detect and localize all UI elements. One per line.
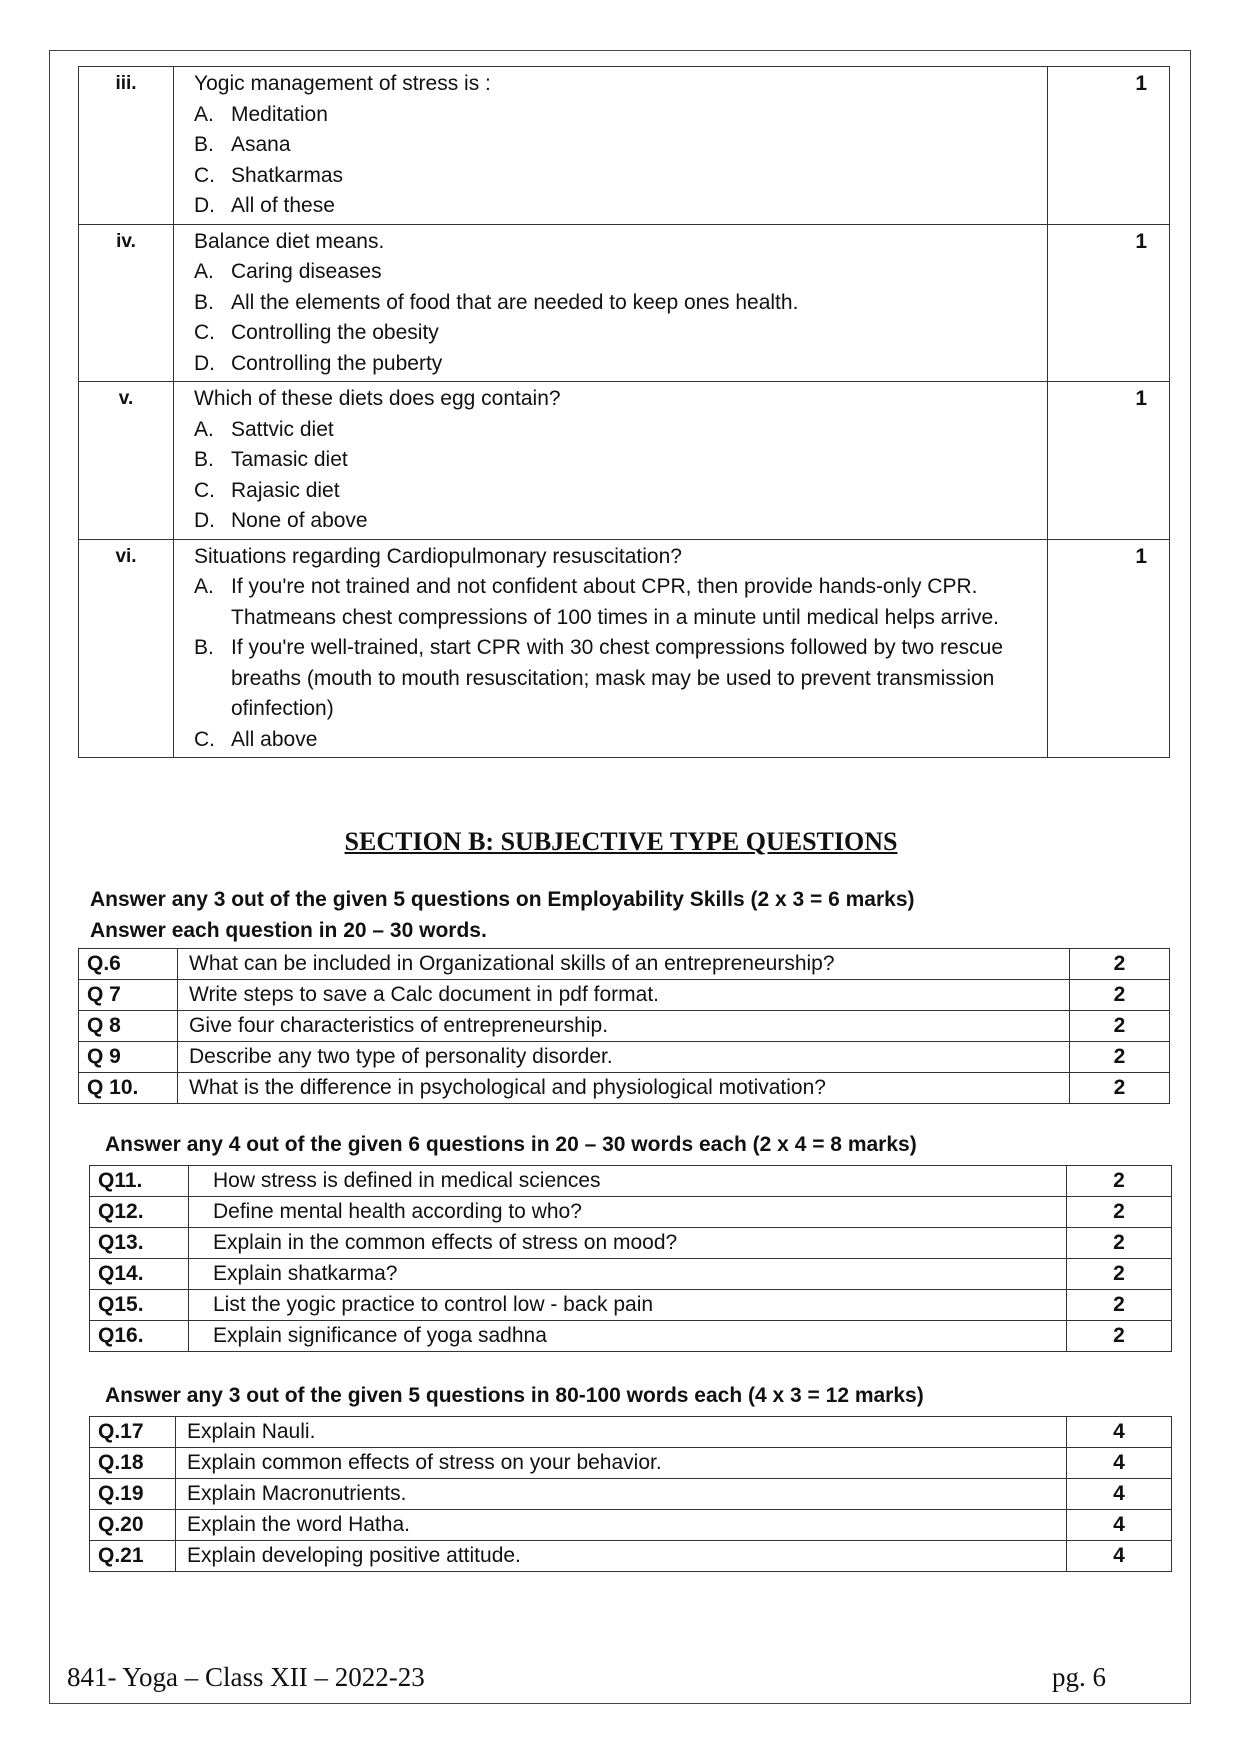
instruction-long-answer: Answer any 3 out of the given 5 questions in 80-100 words each (4 x 3 = 12 marks) xyxy=(105,1384,924,1407)
question-number: Q13. xyxy=(90,1228,189,1259)
option-letter: C. xyxy=(194,478,215,502)
question-text: Explain Macronutrients. xyxy=(176,1479,1067,1510)
question-marks: 2 xyxy=(1067,1197,1172,1228)
answer-option xyxy=(194,633,1047,725)
answer-option xyxy=(194,288,1047,319)
option-letter: A. xyxy=(194,260,214,283)
question-number: Q11. xyxy=(90,1166,189,1197)
question-marks: 4 xyxy=(1067,1510,1172,1541)
question-marks: 4 xyxy=(1067,1448,1172,1479)
option-letter: B. xyxy=(194,290,214,314)
question-marks: 2 xyxy=(1070,1042,1170,1073)
question-marks: 2 xyxy=(1070,1011,1170,1042)
option-letter: B. xyxy=(194,133,214,156)
answer-option xyxy=(194,257,1047,288)
question-text: What can be included in Organizational skills of an entrepreneurship? xyxy=(178,949,1070,980)
mcq-table xyxy=(78,66,1170,758)
question-text: Describe any two type of personality disorder. xyxy=(178,1042,1070,1073)
answer-option xyxy=(194,445,1047,476)
question-text: Explain in the common effects of stress on mood? xyxy=(189,1228,1067,1259)
question-row xyxy=(90,1479,1172,1510)
option-letter: D. xyxy=(194,194,215,217)
mcq-row xyxy=(79,224,1170,382)
question-marks: 2 xyxy=(1067,1259,1172,1290)
question-text: Give four characteristics of entrepreneurship. xyxy=(178,1011,1070,1042)
answer-option xyxy=(194,318,1047,349)
question-row xyxy=(90,1197,1172,1228)
instruction-short-answer: Answer any 4 out of the given 6 questions in 20 – 30 words each (2 x 4 = 8 marks) xyxy=(105,1133,917,1156)
question-number: Q.17 xyxy=(90,1417,176,1448)
option-letter: A. xyxy=(194,102,214,126)
option-letter: C. xyxy=(194,321,215,344)
mcq-row xyxy=(79,382,1170,540)
question-number: vi. xyxy=(79,539,174,758)
instruction-word-limit: Answer each question in 20 – 30 words. xyxy=(90,919,487,942)
instruction-employability: Answer any 3 out of the given 5 questions on Employability Skills (2 x 3 = 6 marks) xyxy=(90,888,915,911)
question-text: Which of these diets does egg contain? xyxy=(194,387,561,410)
option-letter: D. xyxy=(194,351,215,375)
question-text: List the yogic practice to control low - back pain xyxy=(189,1290,1067,1321)
question-text: Write steps to save a Calc document in pdf format. xyxy=(178,980,1070,1011)
answer-option xyxy=(194,725,1047,756)
option-text: All above xyxy=(231,727,318,751)
option-text: Rajasic diet xyxy=(231,478,340,502)
question-row xyxy=(90,1259,1172,1290)
question-number: Q15. xyxy=(90,1290,189,1321)
question-marks: 1 xyxy=(1048,539,1170,758)
question-marks: 2 xyxy=(1070,949,1170,980)
question-marks: 1 xyxy=(1048,224,1170,382)
answer-option xyxy=(194,506,1047,537)
question-marks: 1 xyxy=(1048,382,1170,540)
option-text: Tamasic diet xyxy=(231,448,348,471)
question-marks: 2 xyxy=(1067,1321,1172,1352)
option-letter: B. xyxy=(194,636,214,659)
question-number: Q.18 xyxy=(90,1448,176,1479)
question-number: v. xyxy=(79,382,174,540)
question-marks: 2 xyxy=(1067,1166,1172,1197)
option-letter: D. xyxy=(194,509,215,532)
question-text: Explain common effects of stress on your behavior. xyxy=(176,1448,1067,1479)
question-text: Explain developing positive attitude. xyxy=(176,1541,1067,1572)
option-text: Shatkarmas xyxy=(231,163,344,187)
question-row xyxy=(90,1541,1172,1572)
question-cell xyxy=(174,382,1048,540)
question-cell xyxy=(174,67,1048,225)
footer-course-label: 841- Yoga – Class XII – 2022-23 xyxy=(67,1662,425,1692)
option-text: Meditation xyxy=(231,102,328,126)
answer-option xyxy=(194,191,1047,222)
option-text: All of these xyxy=(231,194,335,217)
option-letter: B. xyxy=(194,448,214,471)
question-text: Explain shatkarma? xyxy=(189,1259,1067,1290)
question-number: Q14. xyxy=(90,1259,189,1290)
question-row xyxy=(90,1166,1172,1197)
mcq-row xyxy=(79,539,1170,758)
question-row xyxy=(79,1073,1170,1104)
question-text: Explain the word Hatha. xyxy=(176,1510,1067,1541)
question-number: iv. xyxy=(79,224,174,382)
option-text: Asana xyxy=(231,133,291,156)
question-row xyxy=(90,1321,1172,1352)
question-number: Q.21 xyxy=(90,1541,176,1572)
question-cell xyxy=(174,224,1048,382)
answer-option xyxy=(194,100,1047,131)
question-number: Q 10. xyxy=(79,1073,178,1104)
question-marks: 4 xyxy=(1067,1479,1172,1510)
answer-option xyxy=(194,476,1047,507)
question-row xyxy=(79,949,1170,980)
question-row xyxy=(79,980,1170,1011)
question-marks: 2 xyxy=(1067,1228,1172,1259)
answer-option xyxy=(194,349,1047,380)
question-marks: 1 xyxy=(1048,67,1170,225)
answer-option xyxy=(194,130,1047,161)
short-answer-questions-table xyxy=(89,1165,1172,1352)
question-cell xyxy=(174,539,1048,758)
question-number: Q12. xyxy=(90,1197,189,1228)
question-number: Q 9 xyxy=(79,1042,178,1073)
question-text: Situations regarding Cardiopulmonary resuscitation? xyxy=(194,544,682,568)
answer-option xyxy=(194,415,1047,446)
question-text: What is the difference in psychological and physiological motivation? xyxy=(178,1073,1070,1104)
option-letter: A. xyxy=(194,575,214,598)
option-text: If you're well-trained, start CPR with 30 chest compressions followed by two rescue breaths (mouth to mouth resuscitation; mask may be used to prevent transmission ofinfection) xyxy=(231,636,1003,720)
question-text: Define mental health according to who? xyxy=(189,1197,1067,1228)
question-row xyxy=(90,1228,1172,1259)
question-marks: 4 xyxy=(1067,1541,1172,1572)
question-number: Q 7 xyxy=(79,980,178,1011)
question-number: Q.20 xyxy=(90,1510,176,1541)
question-marks: 2 xyxy=(1067,1290,1172,1321)
question-text: How stress is defined in medical sciences xyxy=(189,1166,1067,1197)
mcq-row xyxy=(79,67,1170,225)
option-letter: C. xyxy=(194,163,215,187)
question-number: iii. xyxy=(79,67,174,225)
answer-option xyxy=(194,161,1047,192)
option-letter: C. xyxy=(194,727,215,751)
question-text: Explain significance of yoga sadhna xyxy=(189,1321,1067,1352)
question-row xyxy=(79,1042,1170,1073)
question-row xyxy=(90,1448,1172,1479)
employability-questions-table xyxy=(78,948,1170,1104)
question-text: Balance diet means. xyxy=(194,229,385,253)
option-text: Controlling the obesity xyxy=(231,321,439,344)
option-text: Sattvic diet xyxy=(231,417,334,441)
option-text: All the elements of food that are needed to keep ones health. xyxy=(231,290,799,314)
question-marks: 2 xyxy=(1070,980,1170,1011)
footer-page-number: pg. 6 xyxy=(1052,1662,1106,1692)
question-row xyxy=(79,1011,1170,1042)
question-number: Q 8 xyxy=(79,1011,178,1042)
question-number: Q.6 xyxy=(79,949,178,980)
option-text: None of above xyxy=(231,509,368,532)
question-row xyxy=(90,1290,1172,1321)
long-answer-questions-table xyxy=(89,1416,1172,1572)
answer-option xyxy=(194,572,1047,633)
question-marks: 2 xyxy=(1070,1073,1170,1104)
question-number: Q.19 xyxy=(90,1479,176,1510)
section-title: SECTION B: SUBJECTIVE TYPE QUESTIONS xyxy=(344,827,898,856)
question-text: Yogic management of stress is : xyxy=(194,72,491,95)
question-row xyxy=(90,1417,1172,1448)
question-row xyxy=(90,1510,1172,1541)
option-text: If you're not trained and not confident about CPR, then provide hands-only CPR. Thatmeans chest compressions of 100 times in a minute until medical helps arrive. xyxy=(231,575,1000,629)
question-marks: 4 xyxy=(1067,1417,1172,1448)
question-number: Q16. xyxy=(90,1321,189,1352)
option-letter: A. xyxy=(194,417,214,441)
option-text: Controlling the puberty xyxy=(231,351,443,375)
question-text: Explain Nauli. xyxy=(176,1417,1067,1448)
option-text: Caring diseases xyxy=(231,260,382,283)
